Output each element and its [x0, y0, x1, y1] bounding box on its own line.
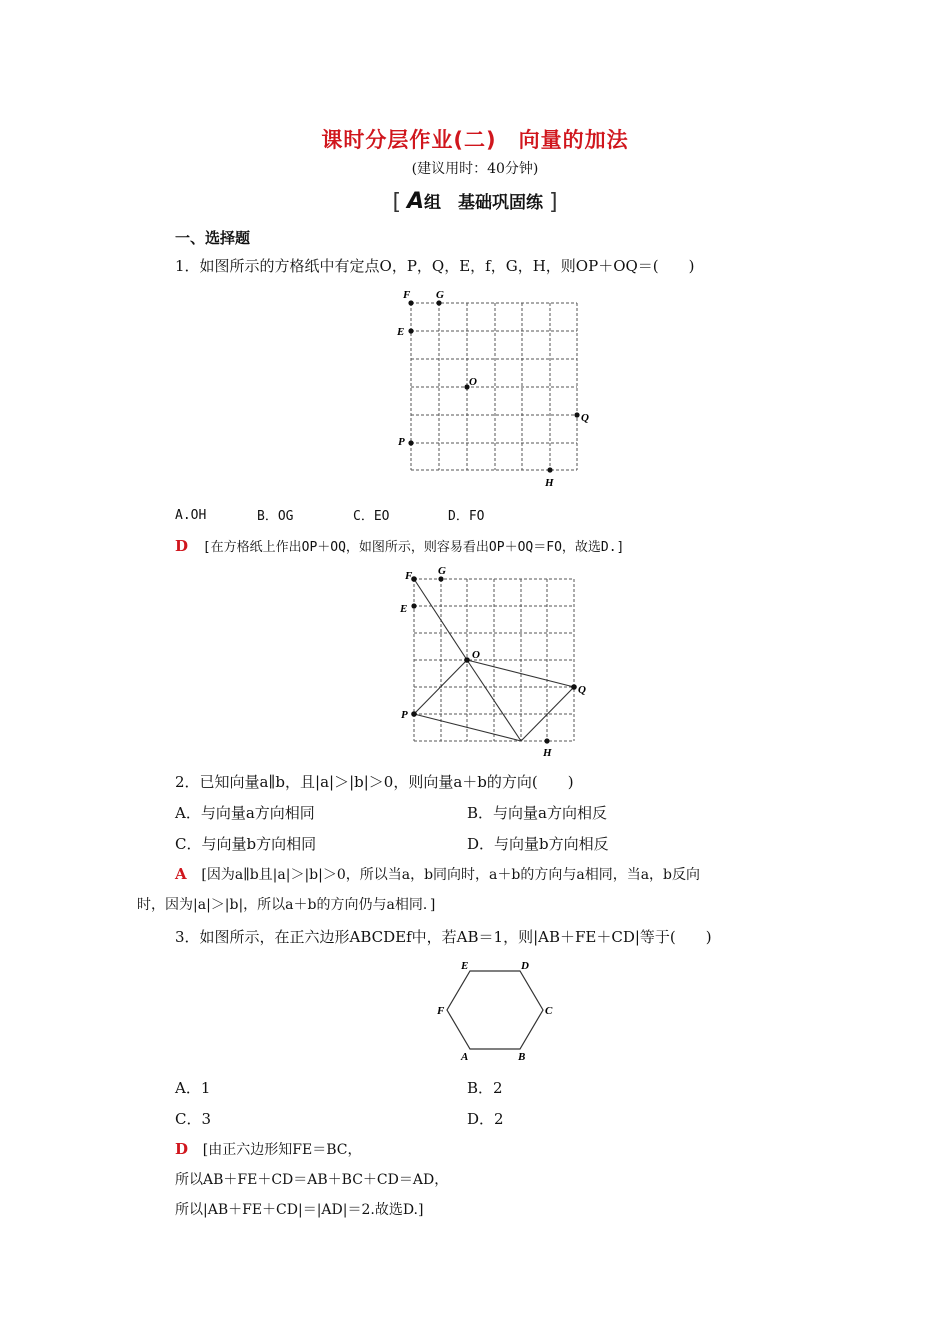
hex-label-a: A	[461, 1051, 469, 1063]
point-q	[574, 412, 579, 417]
q3-answer	[175, 1139, 361, 1159]
q3-answer-letter: D	[175, 1140, 189, 1158]
q1-stem: 1．如图所示的方格纸中有定点O，P，Q，E，f，G，H，则OP＋OQ＝( )	[175, 257, 695, 275]
right-bracket-icon: ]	[548, 190, 558, 215]
q3-hexagon-figure	[430, 955, 560, 1065]
sol-label-p: P	[401, 709, 408, 721]
q1-option-d: D．FO	[448, 509, 485, 524]
label-h: H	[545, 477, 554, 489]
q1-solution-figure	[395, 563, 595, 763]
sol-label-h: H	[543, 747, 552, 759]
q1-answer-text: [在方格纸上作出OP＋OQ，如图所示，则容易看出OP＋OQ＝FO，故选D.]	[202, 540, 625, 555]
q2-answer-line1: [因为a∥b且|a|＞|b|＞0，所以当a，b同向时，a＋b的方向与a相同，当a，b反向	[201, 867, 701, 883]
label-g: G	[436, 289, 444, 301]
q2-answer-line2: 时，因为|a|＞|b|，所以a＋b的方向仍与a相同．]	[137, 897, 436, 913]
label-q: Q	[581, 412, 589, 424]
q1-option-b: B．OG	[257, 509, 294, 524]
hex-label-d: D	[521, 960, 529, 972]
title-sub: 向量的加法	[518, 128, 629, 152]
q3-answer-line2: 所以AB＋FE＋CD＝AB＋BC＋CD＝AD，	[175, 1172, 449, 1188]
q3-answer-line1: [由正六边形知FE＝BC，	[202, 1142, 362, 1158]
q2-answer	[175, 864, 700, 884]
point-e	[408, 328, 413, 333]
q3-stem: 3．如图所示，在正六边形ABCDEf中，若AB＝1，则|AB＋FE＋CD|等于( )	[175, 928, 712, 946]
q2-answer-letter: A	[175, 865, 187, 883]
label-p: P	[398, 436, 405, 448]
sol-label-q: Q	[578, 684, 586, 696]
label-o: O	[469, 376, 477, 388]
q3-option-d: D．2	[467, 1110, 504, 1128]
q2-option-b: B．与向量a方向相反	[467, 804, 607, 822]
sol-label-e: E	[400, 603, 408, 615]
q1-answer-letter: D	[175, 537, 189, 555]
group-letter: A	[406, 189, 425, 214]
section-title: 一、选择题	[175, 229, 251, 247]
point-f	[408, 300, 413, 305]
left-bracket-icon: [	[392, 190, 402, 215]
sol-label-g: G	[438, 565, 446, 577]
q3-option-b: B．2	[467, 1079, 503, 1097]
hex-label-e: E	[461, 960, 469, 972]
suggested-time: (建议用时：40分钟)	[411, 161, 539, 177]
q2-stem: 2．已知向量a∥b，且|a|＞|b|＞0，则向量a＋b的方向( )	[175, 773, 574, 791]
title-main: 课时分层作业(二)	[321, 128, 497, 152]
page-title	[0, 124, 950, 154]
q3-answer-line3: 所以|AB＋FE＋CD|＝|AD|＝2.故选D.]	[175, 1202, 424, 1218]
q1-option-c: C．EO	[353, 509, 390, 524]
q3-option-c: C．3	[175, 1110, 212, 1128]
point-p	[408, 440, 413, 445]
label-f: F	[403, 289, 411, 301]
hex-label-c: C	[545, 1005, 553, 1017]
group-label: 组 基础巩固练	[424, 193, 544, 213]
q2-option-c: C．与向量b方向相同	[175, 835, 317, 853]
point-h	[547, 467, 552, 472]
group-heading	[0, 188, 950, 214]
label-e: E	[397, 326, 405, 338]
q2-option-d: D．与向量b方向相反	[467, 835, 609, 853]
sol-label-o: O	[472, 649, 480, 661]
point-g	[436, 300, 441, 305]
q3-option-a: A．1	[175, 1079, 211, 1097]
q1-option-a: A.OH	[175, 508, 207, 523]
hex-label-f: F	[437, 1005, 445, 1017]
hex-label-b: B	[518, 1051, 526, 1063]
sol-label-f: F	[405, 570, 413, 582]
q1-grid-figure	[395, 287, 595, 492]
q1-answer	[175, 536, 624, 555]
q2-option-a: A．与向量a方向相同	[175, 804, 315, 822]
